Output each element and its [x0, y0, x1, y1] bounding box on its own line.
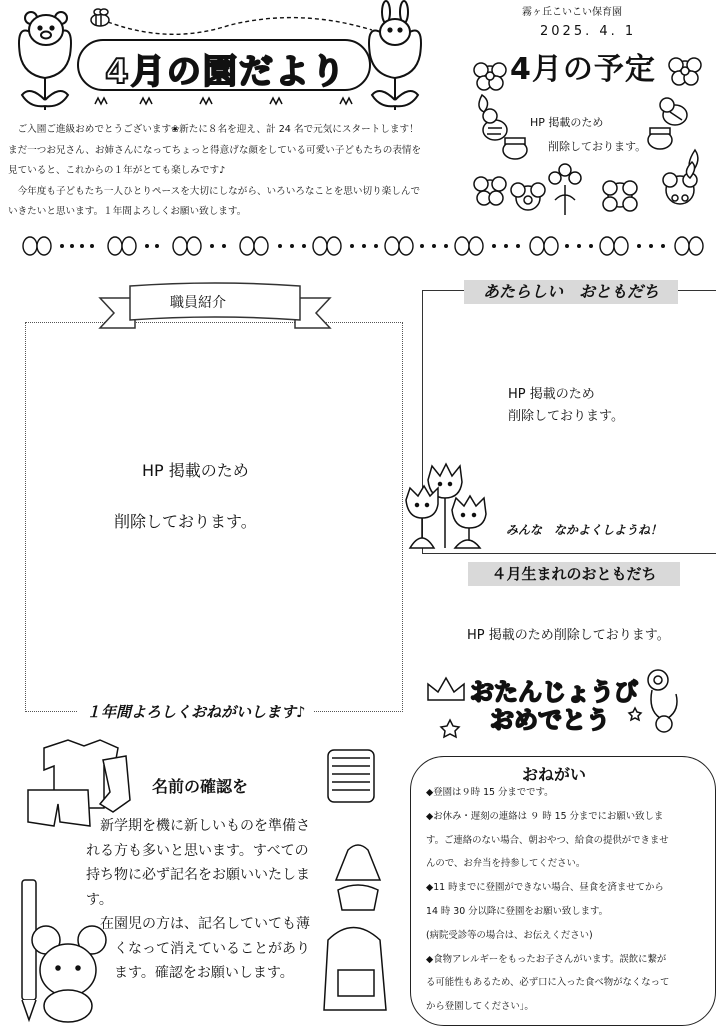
honey-pot-icon: [648, 128, 672, 149]
towel-icon: [328, 750, 374, 802]
new-friends-note-line2: 削除しております。: [508, 409, 624, 424]
flower-icon: [663, 173, 697, 204]
butterfly-icon: [313, 237, 341, 255]
birthday-art-line2: おめでとう: [490, 706, 610, 734]
onegai-line: から登園してください」。: [426, 1001, 534, 1013]
onegai-line: る可能性もあるため、必ず口に入った食べ物がなくなって: [426, 977, 670, 989]
birthday-art-line1: おたんじょうび: [470, 678, 638, 706]
bib-icon: [336, 845, 380, 880]
new-friends-caption: みんな なかよくしようね！: [506, 523, 663, 537]
staff-note-line1: HP 掲載のため: [142, 461, 249, 480]
bee-icon: [91, 9, 109, 26]
newsletter-header: [0, 0, 470, 120]
onegai-line: (病院受診等の場合は、お伝えください): [426, 929, 593, 941]
butterfly-divider: [22, 234, 712, 260]
pen-icon: [22, 880, 36, 1020]
shorts-icon: [338, 885, 378, 910]
issue-date: 2025. 4. 1: [540, 24, 637, 39]
medal-icon: [651, 690, 677, 732]
butterfly-icon: [173, 237, 201, 255]
onegai-line: ◆食物アレルギーをもったお子さんがいます。誤飲に繋が: [426, 953, 667, 965]
star-icon: [441, 720, 459, 737]
butterfly-icon: [240, 237, 268, 255]
butterfly-icon: [600, 237, 628, 255]
staff-footer: １年間よろしくおねがいします♪: [78, 701, 314, 722]
butterfly-icon: [23, 237, 51, 255]
intro-line: 見ていると、これからの１年がとても楽しみです♪: [8, 165, 226, 176]
intro-line: まだ一つお兄さん、お姉さんになってちょっと得意げな顔をしている可愛い子どもたちの表情を: [8, 144, 422, 156]
name-check-line: ます。確認をお願いします。: [114, 965, 294, 981]
butterfly-icon: [108, 237, 136, 255]
onegai-line: す。ご連絡のない場合、朝おやつ、給食の提供ができませ: [426, 834, 669, 846]
intro-text: [8, 120, 470, 223]
newsletter-title: 4月の園だより: [105, 52, 347, 92]
onegai-heading: おねがい: [522, 765, 587, 784]
flower-icon: [474, 177, 506, 205]
crown-icon: [428, 678, 464, 700]
schedule-title: 4月の予定: [510, 52, 656, 87]
honey-pot-icon: [503, 138, 527, 159]
name-check-line: す。: [86, 891, 113, 908]
intro-line: ご入園ご進級おめでとうございます❀新たに８名を迎え、計 24 名で元気にスタートします！: [8, 124, 419, 135]
bee-icon: [660, 98, 687, 125]
onegai-line: ◆登園は９時 15 分までです。: [426, 787, 554, 798]
onegai-line: 14 時 30 分以降に登園をお願い致します。: [426, 905, 609, 917]
new-friends-note-line1: HP 掲載のため: [508, 387, 595, 402]
onegai-line: ◆お休み・遅刻の連絡は ９ 時 15 分までにお願い致しま: [426, 810, 664, 822]
name-check-line: 在園児の方は、記名していても薄: [86, 916, 310, 932]
flower-icon: [474, 63, 506, 90]
staff-note-line2: 削除しております。: [114, 512, 257, 531]
name-check-heading: 名前の確認を: [152, 777, 249, 796]
flower-icon: [511, 183, 545, 210]
butterfly-icon: [675, 237, 703, 255]
intro-line: いきたいと思います。１年間よろしくお願い致します。: [8, 206, 247, 217]
name-check-line: くなって消えていることがあり: [114, 940, 310, 957]
berry-icon: [549, 164, 581, 215]
name-check-line: れる方も多いと思います。すべての: [86, 842, 309, 859]
bee-icon: [483, 109, 507, 140]
name-check-text: [86, 814, 310, 986]
new-friends-heading: あたらしい おともだち: [464, 280, 678, 304]
name-check-line: 持ち物に必ず記名をお願いいたしま: [86, 867, 310, 883]
flower-icon: [648, 670, 668, 690]
schedule-note-line1: HP 掲載のため: [530, 116, 604, 129]
birthday-heading: ４月生まれのおともだち: [468, 562, 680, 586]
butterfly-icon: [385, 237, 413, 255]
name-check-line: 新学期を機に新しいものを準備さ: [86, 818, 310, 834]
intro-line: 今年度も子どもたち一人ひとりペースを大切にしながら、いろいろなことを思い切り楽しんで: [8, 185, 421, 197]
onegai-line: ◆11 時までに登園ができない場合、昼食を済ませてから: [426, 882, 664, 894]
tulip-face-icon: [452, 496, 486, 528]
school-name: 霧ヶ丘こいこい保育園: [522, 7, 622, 18]
flower-icon: [603, 181, 637, 211]
butterfly-icon: [455, 237, 483, 255]
onegai-text: [426, 781, 712, 1019]
butterfly-icon: [530, 237, 558, 255]
onegai-line: んので、お弁当を持参してください。: [426, 858, 586, 870]
schedule-note-line2: 削除しております。: [548, 140, 647, 153]
flower-icon: [669, 58, 701, 85]
star-icon: [629, 708, 641, 720]
pants-icon: [28, 790, 90, 826]
rabbit-icon: [380, 1, 410, 45]
staff-label: 職員紹介: [170, 295, 226, 311]
tulip-friends-illustration: [400, 458, 500, 554]
bag-icon: [324, 928, 386, 1011]
birthday-note: HP 掲載のため削除しております。: [467, 628, 670, 643]
